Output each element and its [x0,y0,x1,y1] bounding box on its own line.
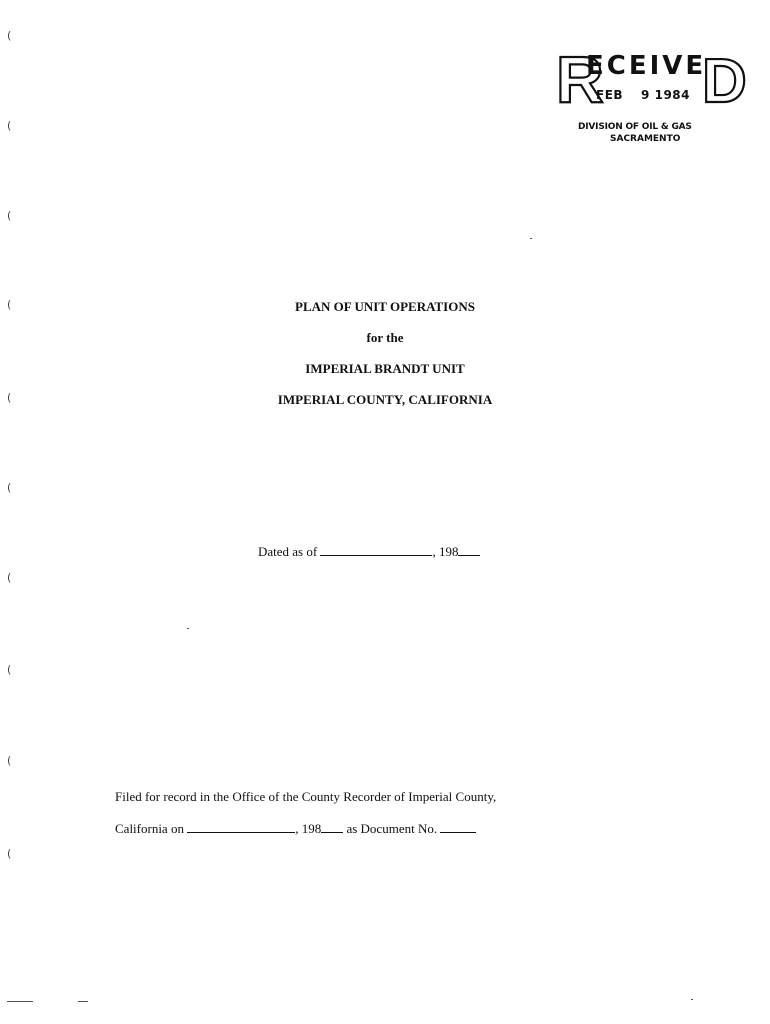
margin-mark: ( [7,209,12,222]
margin-mark: ( [7,29,12,42]
scan-speck [187,628,189,629]
scan-speck [78,1001,88,1002]
stamp-month: FEB [596,88,624,102]
margin-mark: ( [7,571,12,584]
filed-year-blank[interactable] [321,820,343,833]
title-line-2: for the [366,330,404,345]
doc-number-blank[interactable] [440,820,476,833]
filed-year-prefix: , 198 [295,821,322,836]
margin-mark: ( [7,663,12,676]
dated-prefix: Dated as of [258,544,318,559]
margin-mark: ( [7,847,12,860]
stamp-year: 1984 [654,88,690,102]
margin-mark: ( [7,119,12,132]
stamp-letter-d: D [702,47,747,116]
margin-mark: ( [7,298,12,311]
scan-speck [530,238,532,239]
stamp-division: DIVISION OF OIL & GAS [578,122,692,132]
stamp-letter-r: R [556,42,604,116]
dated-year-prefix: , 198 [432,544,459,559]
margin-mark: ( [7,481,12,494]
stamp-middle-letters: ECEIVE [586,51,707,81]
received-stamp [556,42,747,154]
filed-doc-label: as Document No. [346,821,438,836]
year-blank[interactable] [458,543,480,556]
stamp-city: SACRAMENTO [610,134,681,144]
title-line-1: PLAN OF UNIT OPERATIONS [295,299,475,314]
filed-date-blank[interactable] [187,820,295,833]
date-blank[interactable] [320,543,432,556]
filed-prefix: California on [115,821,184,836]
title-line-4: IMPERIAL COUNTY, CALIFORNIA [277,392,493,407]
stamp-day: 9 [641,88,650,102]
dated-line [258,543,480,560]
filed-line-2 [115,820,476,837]
margin-mark: ( [7,391,12,404]
stamp-date [596,88,690,102]
filed-line-1: Filed for record in the Office of the County Recorder of Imperial County, [115,789,497,804]
margin-mark: ( [7,754,12,767]
scan-speck [691,999,693,1000]
scan-speck [7,1001,33,1002]
title-line-3: IMPERIAL BRANDT UNIT [305,361,465,376]
